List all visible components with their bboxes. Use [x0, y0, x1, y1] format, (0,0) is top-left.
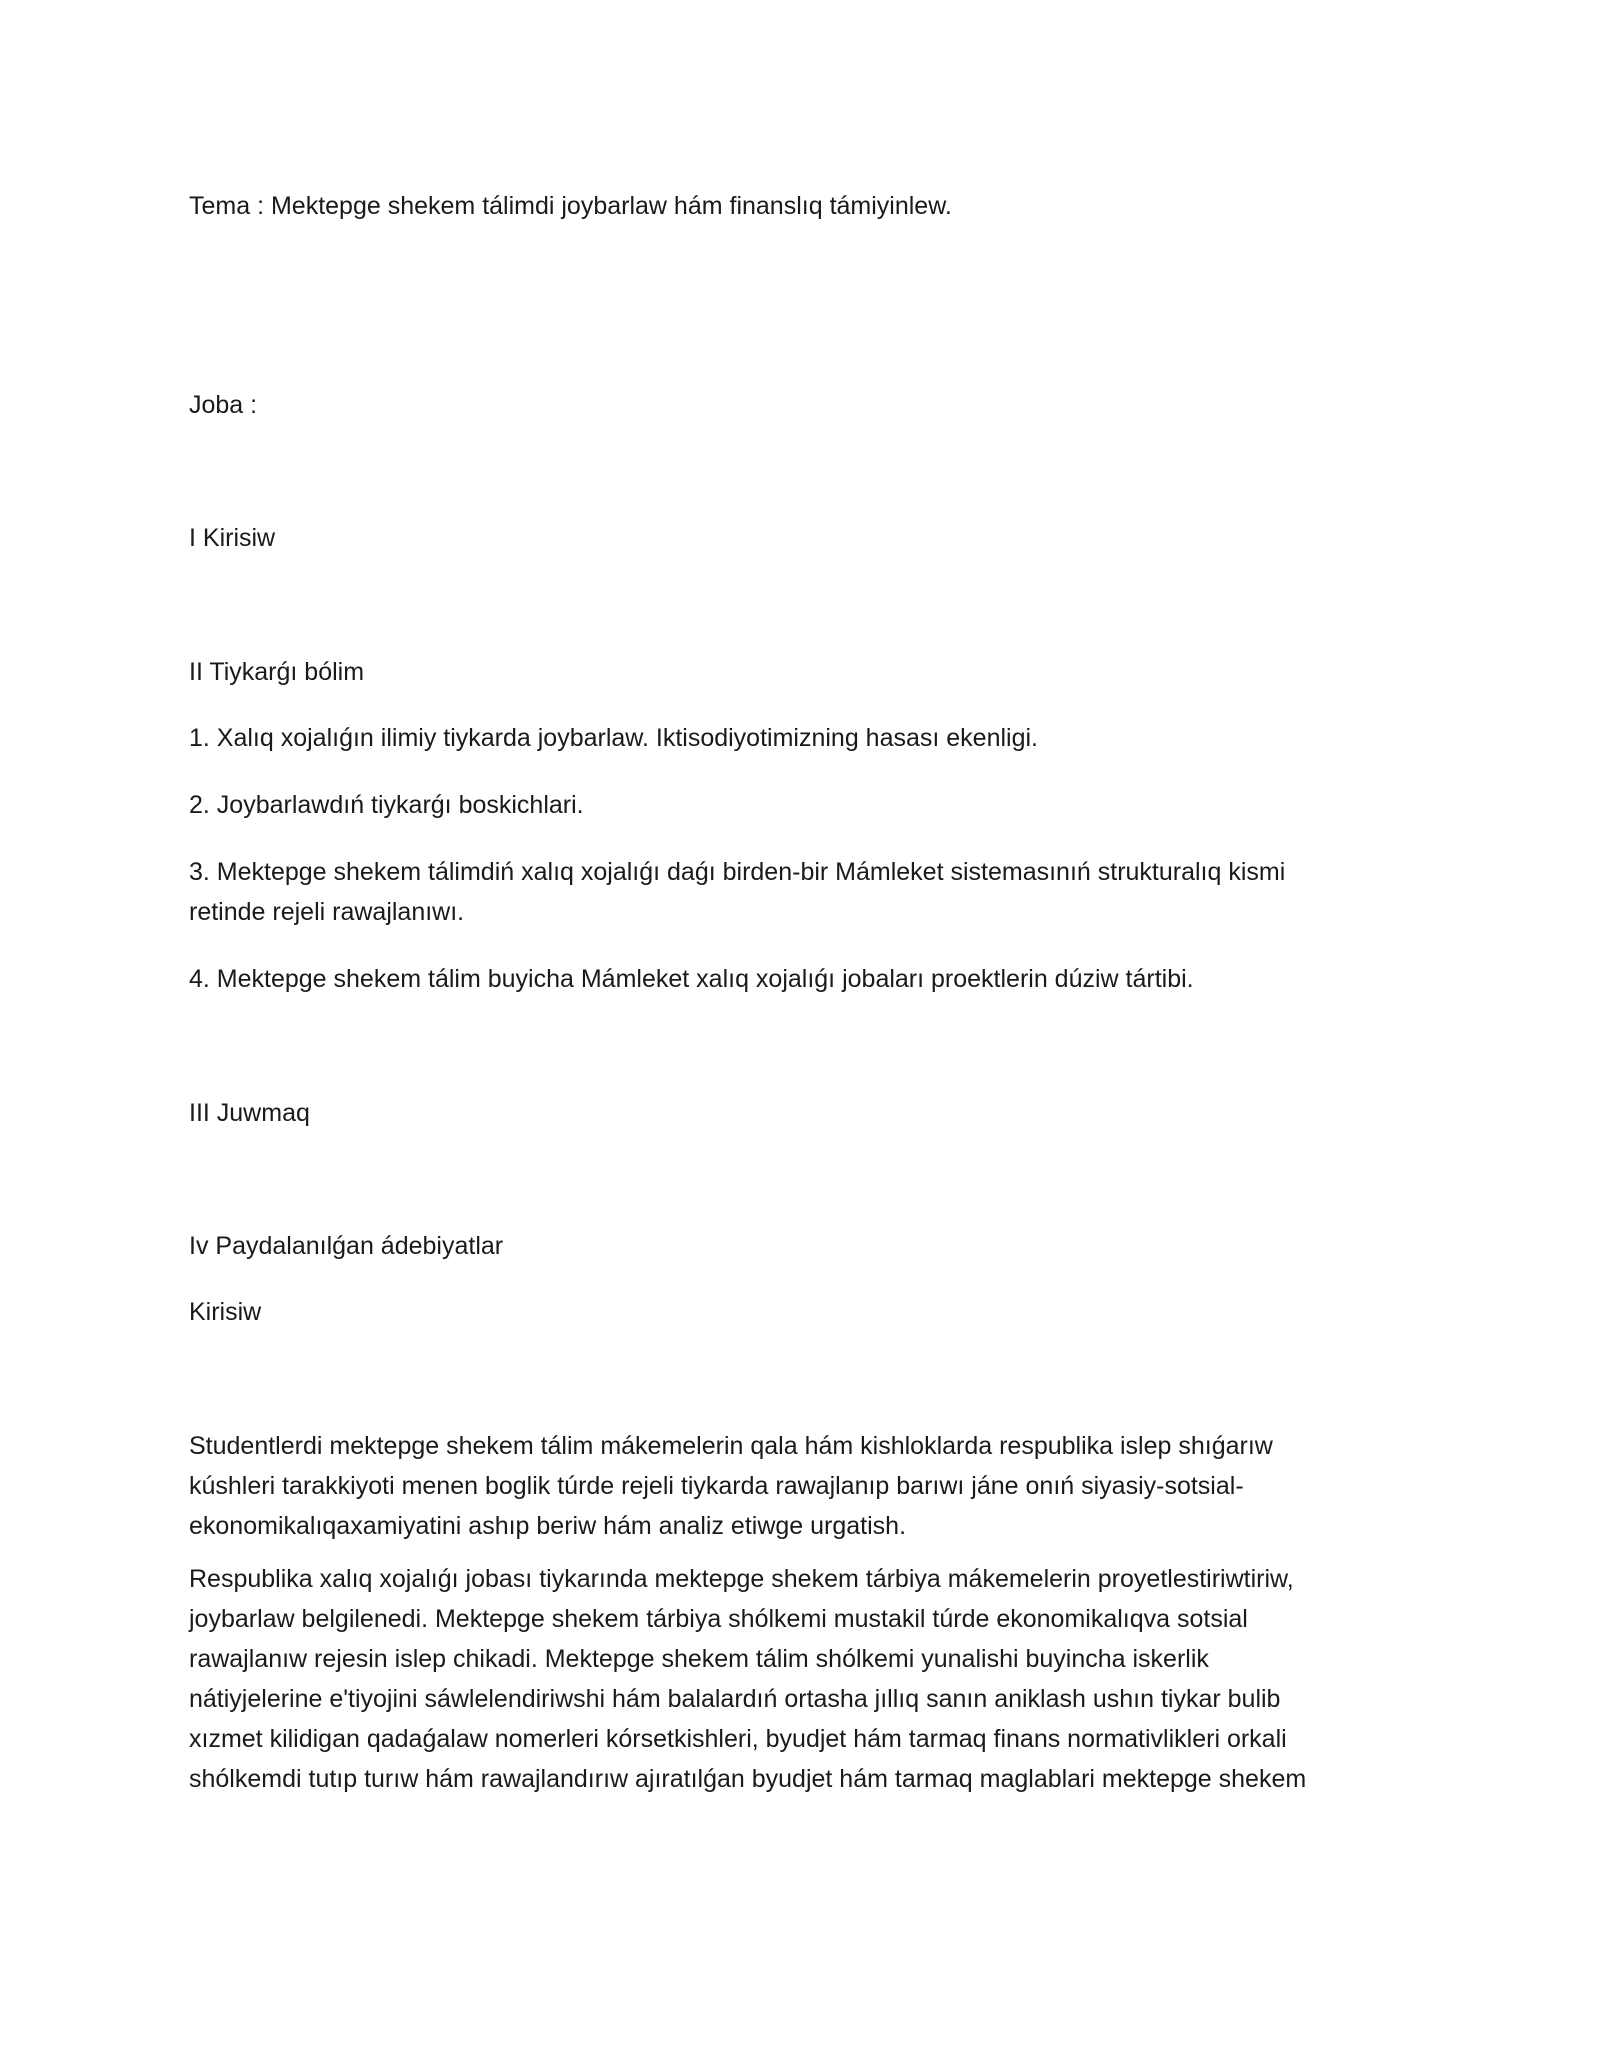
- paragraph-2-line: rawajlanıw rejesin islep chikadi. Mektepge shekem tálim shólkemi yunalishi buyincha iskerlik: [189, 1645, 1209, 1673]
- intro-heading: Kirisiw: [189, 1298, 262, 1326]
- main-item-1: 1. Xalıq xojalıǵın ilimiy tiykarda joybarlaw. Iktisodiyotimizning hasası ekenligi.: [189, 724, 1038, 752]
- section-conclusion: III Juwmaq: [189, 1099, 310, 1127]
- section-references: Iv Paydalanılǵan ádebiyatlar: [189, 1232, 504, 1260]
- paragraph-2-line: joybarlaw belgilenedi. Mektepge shekem tárbiya shólkemi mustakil túrde ekonomikalıqva sotsial: [189, 1605, 1248, 1633]
- main-item-2: 2. Joybarlawdıń tiykarǵı boskichlari.: [189, 791, 584, 819]
- paragraph-1: [189, 1426, 1429, 1546]
- paragraph-2-line: nátiyjelerine e'tiyojini sáwlelendiriwshi hám balalardıń ortasha jıllıq sanın aniklash ushın tiykar bulib: [189, 1685, 1281, 1713]
- plan-heading: Joba :: [189, 391, 258, 419]
- paragraph-1-line: Studentlerdi mektepge shekem tálim mákemelerin qala hám kishloklarda respublika islep shıǵarıw: [189, 1432, 1273, 1460]
- section-main: II Tiykarǵı bólim: [189, 658, 365, 686]
- paragraph-1-line: ekonomikalıqaxamiyatini ashıp beriw hám analiz etiwge urgatish.: [189, 1512, 907, 1540]
- paragraph-2-line: shólkemdi tutıp turıw hám rawajlandırıw ajıratılǵan byudjet hám tarmaq maglablari mektepge shekem: [189, 1765, 1307, 1793]
- paragraph-1-line: kúshleri tarakkiyoti menen boglik túrde rejeli tiykarda rawajlanıp barıwı jáne onıń siyasiy-sotsial-: [189, 1472, 1244, 1500]
- main-item-4: 4. Mektepge shekem tálim buyicha Mámleket xalıq xojalıǵı jobaları proektlerin dúziw tártibi.: [189, 965, 1194, 993]
- section-intro: I Kirisiw: [189, 524, 276, 552]
- paragraph-2-line: Respublika xalıq xojalıǵı jobası tiykarında mektepge shekem tárbiya mákemelerin proyetlestiriwtiriw,: [189, 1565, 1294, 1593]
- paragraph-2-line: xızmet kilidigan qadaǵalaw nomerleri kórsetkishleri, byudjet hám tarmaq finans normativlikleri orkali: [189, 1725, 1287, 1753]
- main-item-3-continued: retinde rejeli rawajlanıwı.: [189, 898, 465, 926]
- main-item-3: 3. Mektepge shekem tálimdiń xalıq xojalıǵı daǵı birden-bir Mámleket sistemasınıń strukturalıq kismi: [189, 858, 1286, 886]
- document-title: Tema : Mektepge shekem tálimdi joybarlaw hám finanslıq támiyinlew.: [189, 192, 952, 220]
- paragraph-2: [189, 1559, 1429, 1799]
